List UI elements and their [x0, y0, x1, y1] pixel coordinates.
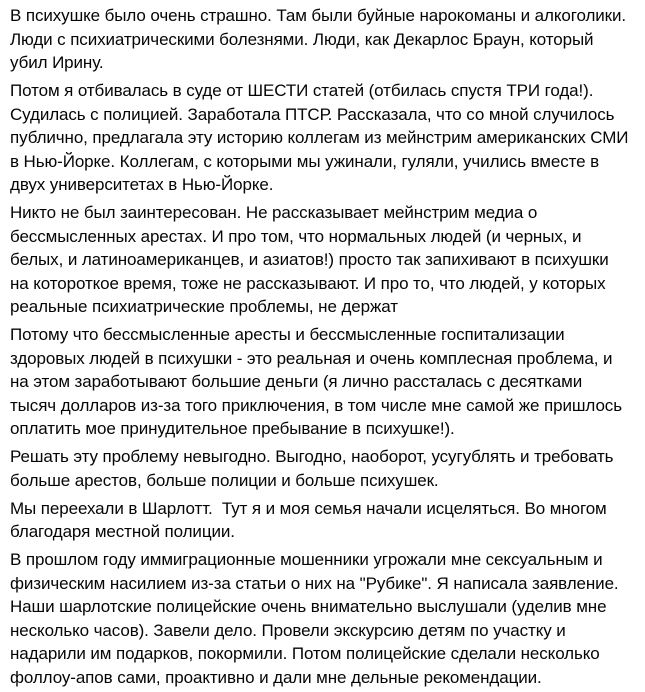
post-paragraph-court: Потом я отбивалась в суде от ШЕСТИ статей (отбилась спустя ТРИ года!). Судилась с полицией. Заработала ПТСР. Рассказала, что со мной случилось публично, предлагала эту историю коллегам из мейнстрим американских СМИ в Нью-Йорке. Коллегам, с которыми мы ужинали, гуляли, учились вместе в двух университетах в Нью-Йорке.: [10, 81, 634, 194]
post-paragraph-media: Никто не был заинтересован. Не рассказывает мейнстрим медиа о бессмысленных арестах. И про том, что нормальных людей (и черных, и белых, и латиноамериканцев, и азиатов!) просто так запихивают в психушки на котороткое время, тоже не рассказывают. И про то, что людей, у которых реальные психиатрические проблемы, не держат: [10, 203, 614, 316]
post-paragraph-problem: Потому что бессмысленные аресты и бессмысленные госпитализации здоровых людей в психушки - это реальная и очень комплесная проблема, и на этом заработывают большие деньги (я лично рассталась с десятками тысяч долларов из-за того приключения, в том числе мне самой же пришлось оплатить мое принудительное пребывание в психушке!).: [10, 325, 627, 438]
post-paragraph-profit: Решать эту проблему невыгодно. Выгодно, наоборот, усугублять и требовать больше арестов, больше полиции и больше психушек.: [10, 447, 619, 490]
post-paragraph-psych-ward: В психушке было очень страшно. Там были буйные нарокоманы и алкоголики. Люди с психиатрическими болезнями. Люди, как Декарлос Браун, который убил Ирину.: [10, 6, 631, 72]
post-paragraph-police: В прошлом году иммиграционные мошенники угрожали мне сексуальным и физическим насилием из-за статьи о них на "Рубике". Я написала заявление. Наши шарлотские полицейские очень внимательно выслушали (уделив мне несколько часов). Завели дело. Провели экскурсию детям по участку и надарили им подарков, покормили. Потом полицейские сделали несколько фоллоу-апов сами, проактивно и дали мне дельные рекомендации.: [10, 550, 624, 687]
post-paragraph-charlotte: Мы переехали в Шарлотт. Тут я и моя семья начали исцеляться. Во многом благодаря местной полиции.: [10, 498, 612, 541]
